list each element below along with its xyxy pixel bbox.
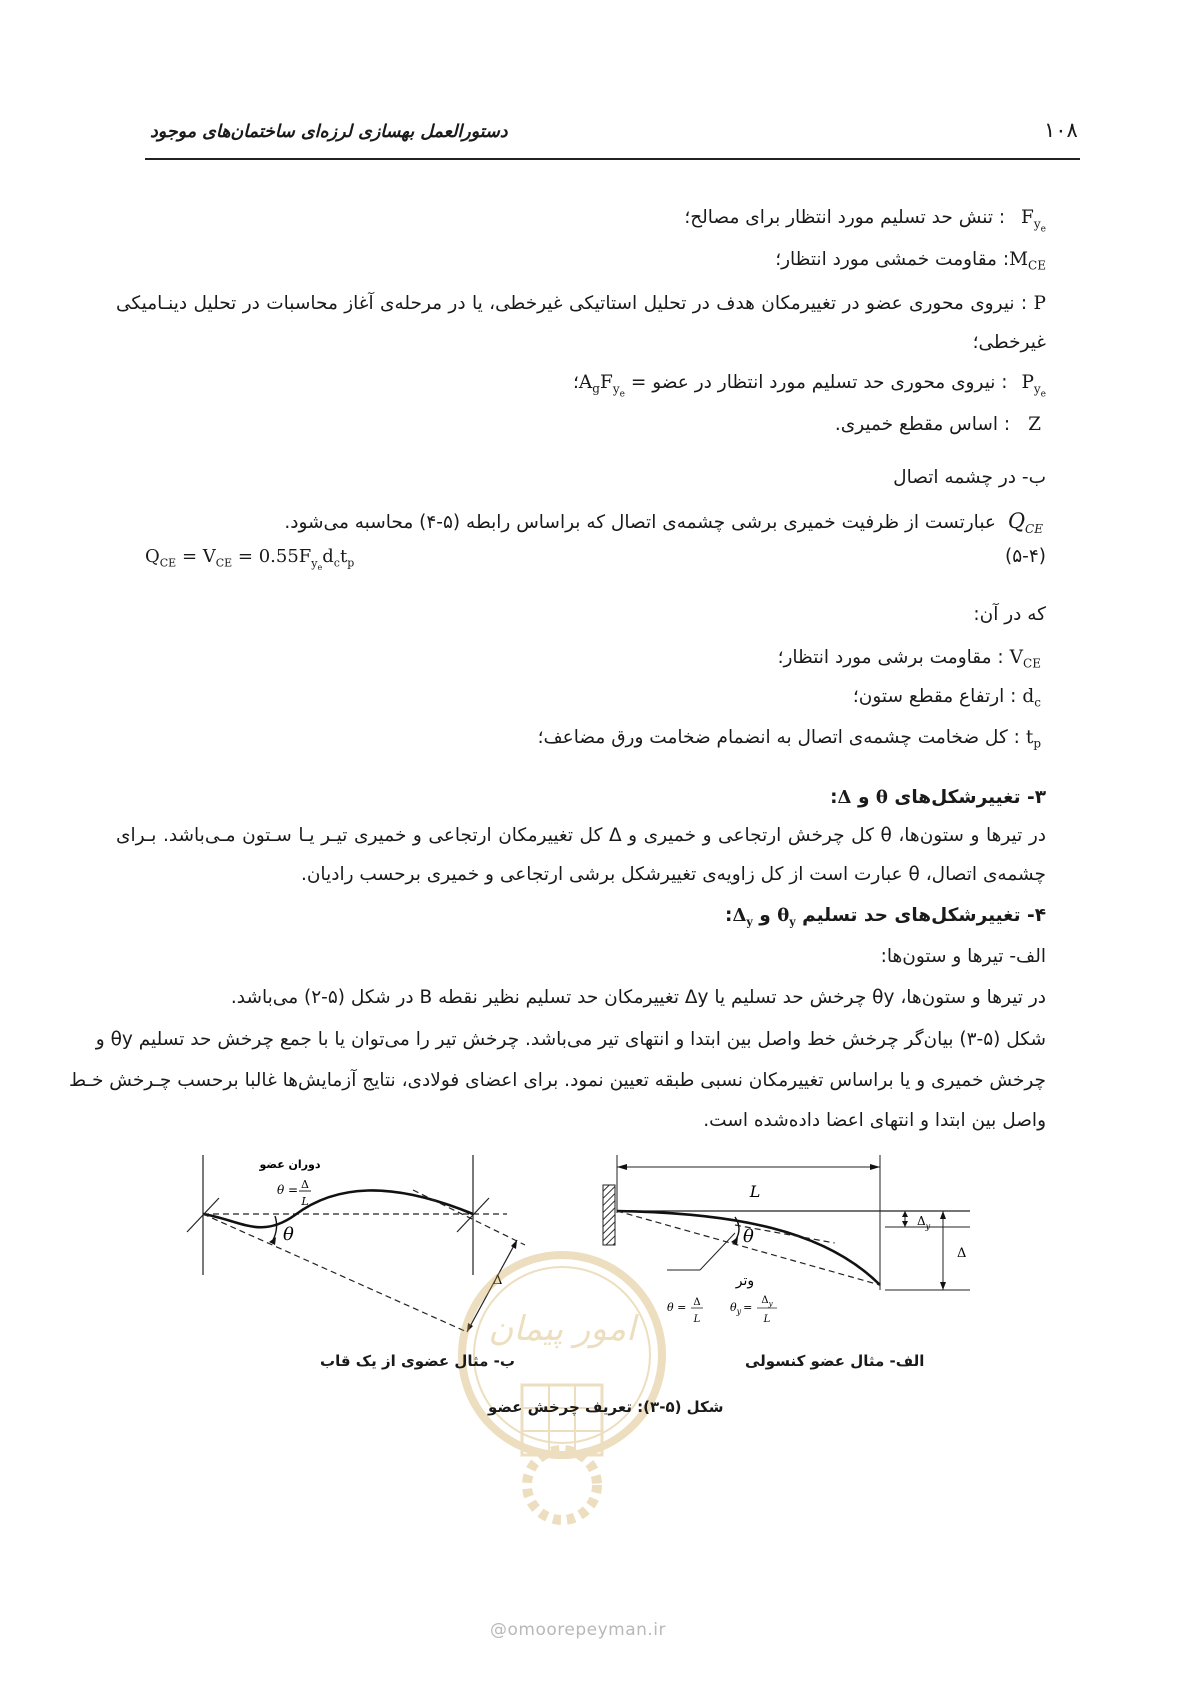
chord-pointer — [700, 1233, 735, 1270]
rotation-arc — [273, 1216, 277, 1240]
figure-caption: شکل (۵-۳): تعریف چرخش عضو — [488, 1398, 724, 1416]
deformed-member — [203, 1190, 473, 1227]
left-rotation-label: دوران عضو — [259, 1158, 321, 1171]
r-formula2-num: $\Delta_y$ — [761, 1295, 773, 1308]
section4-para-4: واصل بین ابتدا و انتهای اعضا داده‌شده است. — [703, 1110, 1046, 1131]
r-formula2: $\theta_y$ = — [730, 1301, 753, 1316]
left-delta-label: Δ — [493, 1273, 503, 1288]
right-theta-label: θ — [743, 1226, 754, 1247]
r-formula1-den: L — [693, 1314, 701, 1325]
section3-heading: ۳- تغییرشکل‌های θ و Δ: — [830, 787, 1046, 808]
left-theta-label: θ — [283, 1224, 294, 1245]
section3-para-line2: چشمه‌ی اتصال، θ عبارت است از کل زاویه‌ی تغییرشکل برشی ارتجاعی و خمیری برحسب رادیان. — [300, 864, 1046, 885]
chord-label: وتر — [735, 1273, 755, 1289]
r-formula1-lhs: θ = — [667, 1301, 687, 1314]
where-label: که در آن: — [973, 604, 1046, 625]
page-number: ۱۰۸ — [1044, 118, 1078, 142]
running-title: دستورالعمل بهسازی لرزه‌ای ساختمان‌های موجود — [150, 122, 508, 142]
header-rule — [145, 158, 1080, 160]
panel-zone-heading: ب- در چشمه اتصال — [893, 467, 1046, 488]
fixed-support — [603, 1185, 615, 1245]
deltay-label: $\Delta_y$ — [917, 1214, 931, 1231]
left-formula-num: Δ — [301, 1178, 309, 1191]
def-pye: $P_{y_e}$ : نیروی محوری حد تسلیم مورد انتظار در عضو = $A_gF_{y_e}؛$ — [573, 372, 1046, 400]
equation-number: (۵-۴) — [1005, 546, 1046, 567]
section3-para-line1: در تیرها و ستون‌ها، θ کل چرخش ارتجاعی و خمیری و Δ کل تغییرمکان ارتجاعی و خمیری تیـر یـا سـتون مـی‌باشد. بـرای — [116, 825, 1047, 846]
delta-label: Δ — [957, 1246, 967, 1261]
left-formula-den: L — [301, 1195, 309, 1208]
def-p-line2: غیرخطی؛ — [972, 332, 1046, 353]
def-tp: $t_p$: کل ضخامت چشمه‌ی اتصال به انضمام ضخامت ورق مضاعف؛ — [537, 727, 1041, 751]
def-mce: $M_{CE}$: مقاومت خمشی مورد انتظار؛ — [775, 249, 1046, 273]
def-fye: $F_{y_e}$ : تنش حد تسلیم مورد انتظار برای مصالح؛ — [684, 207, 1046, 235]
section4-heading: ۴- تغییرشکل‌های حد تسلیم $\theta_y$ و $\Delta_y$: — [725, 905, 1046, 929]
def-vce: $V_{CE}$: مقاومت برشی مورد انتظار؛ — [777, 647, 1041, 671]
def-dc: $d_c$: ارتفاع مقطع ستون؛ — [852, 686, 1041, 710]
q-definition: $Q_{CE}$ عبارتست از ظرفیت خمیری برشی چشمه‌ی اتصال که براساس رابطه (۵-۴) محاسبه می‌شود. — [284, 509, 1043, 537]
section4-para-2: شکل (۵-۳) بیان‌گر چرخش خط واصل بین ابتدا و انتهای تیر می‌باشد. چرخش تیر را می‌توان یا با جمع چرخش حد تسلیم θy و — [95, 1029, 1046, 1050]
chord-line — [203, 1214, 467, 1332]
def-p-line1: P : نیروی محوری عضو در تغییرمکان هدف در تحلیل استاتیکی غیرخطی، یا در مرحله‌ی آغاز محاسبات در تحلیل دینـامیکی — [116, 293, 1046, 314]
equation-qce: $Q_{CE} = V_{CE} = 0.55F_{y_e}d_ct_p$ — [145, 546, 355, 572]
r-formula1-num: Δ — [693, 1297, 701, 1308]
watermark-url: @omoorepeyman.ir — [490, 1620, 667, 1640]
def-z: Z: اساس مقطع خمیری. — [834, 414, 1041, 435]
left-figure-caption: ب- مثال عضوی از یک قاب — [320, 1352, 515, 1370]
right-figure-caption: الف- مثال عضو کنسولی — [745, 1352, 925, 1370]
L-label: L — [749, 1182, 761, 1201]
r-formula2-den: L — [763, 1314, 771, 1325]
section4-para-3: چرخش خمیری و یا براساس تغییرمکان نسبی طبقه تعیین نمود. برای اعضای فولادی، نتایج آزمایش‌ها غالبا برحسب چـرخش خـط — [68, 1070, 1046, 1091]
left-formula-lhs: θ = — [277, 1183, 299, 1197]
watermark-seal — [452, 1245, 672, 1535]
section4-para-1: در تیرها و ستون‌ها، θy چرخش حد تسلیم یا Δy تغییرمکان حد تسلیم نظیر نقطه B در شکل (۵-۲) می‌باشد. — [230, 987, 1046, 1008]
seal-text: امور پیمان — [488, 1309, 636, 1349]
section4-subheading: الف- تیرها و ستون‌ها: — [880, 946, 1046, 967]
